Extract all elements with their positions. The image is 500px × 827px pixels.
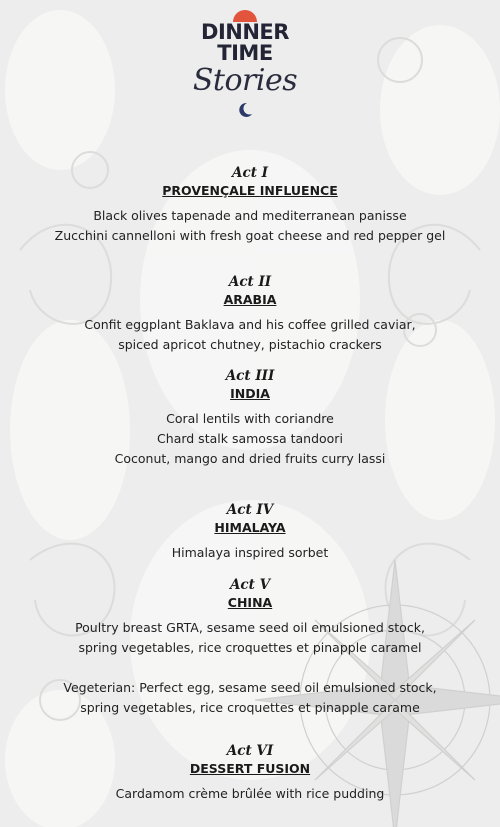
dish-line: spiced apricot chutney, pistachio crackers <box>118 337 382 352</box>
act-number: Act I <box>232 165 268 181</box>
act-dishes <box>0 409 500 469</box>
dish-line-spacer <box>0 658 500 678</box>
act-dishes <box>0 315 500 355</box>
dish-line: Black olives tapenade and mediterranean panisse <box>93 208 407 223</box>
act-title: CHINA <box>227 595 273 610</box>
dish-line: Vegeterian: Perfect egg, sesame seed oil emulsioned stock, <box>63 680 437 695</box>
act-number: Act IV <box>226 502 274 518</box>
logo-line-stories: Stories <box>192 63 298 98</box>
act-number: Act VI <box>226 743 274 759</box>
act-number: Act II <box>228 274 272 290</box>
act-title: HIMALAYA <box>214 520 286 535</box>
dish-line: spring vegetables, rice croquettes et pinapple caramel <box>78 640 422 655</box>
dish-line: Coconut, mango and dried fruits curry lassi <box>114 451 386 466</box>
dish-line: spring vegetables, rice croquettes et pinapple carame <box>80 700 420 715</box>
dish-line: Chard stalk samossa tandoori <box>157 431 343 446</box>
act-title: DESSERT FUSION <box>189 761 311 776</box>
act-3-section <box>0 368 500 469</box>
dish-line: Coral lentils with coriandre <box>166 411 334 426</box>
act-dishes <box>0 543 500 563</box>
logo-line-dinner: DINNER <box>201 20 289 44</box>
act-dishes <box>0 618 500 718</box>
crescent-moon-icon <box>235 102 253 118</box>
logo-line-time: TIME <box>217 41 273 65</box>
dish-line: Cardamom crème brûlée with rice pudding <box>115 786 385 801</box>
act-5-section <box>0 577 500 718</box>
act-title: ARABIA <box>223 292 277 307</box>
act-2-section <box>0 274 500 355</box>
act-1-section <box>0 165 500 246</box>
dinner-time-stories-logo <box>190 8 300 118</box>
act-title: PROVENÇALE INFLUENCE <box>162 183 338 198</box>
act-number: Act III <box>225 368 275 384</box>
dish-line: Poultry breast GRTA, sesame seed oil emulsioned stock, <box>75 620 425 635</box>
act-4-section <box>0 502 500 563</box>
dish-line: Confit eggplant Baklava and his coffee grilled caviar, <box>84 317 416 332</box>
act-title: INDIA <box>230 386 270 401</box>
act-dishes <box>0 784 500 804</box>
act-6-section <box>0 743 500 804</box>
dish-line: Himalaya inspired sorbet <box>171 545 329 560</box>
act-number: Act V <box>229 577 271 593</box>
dish-line: Zucchini cannelloni with fresh goat cheese and red pepper gel <box>54 228 446 243</box>
act-dishes <box>0 206 500 246</box>
